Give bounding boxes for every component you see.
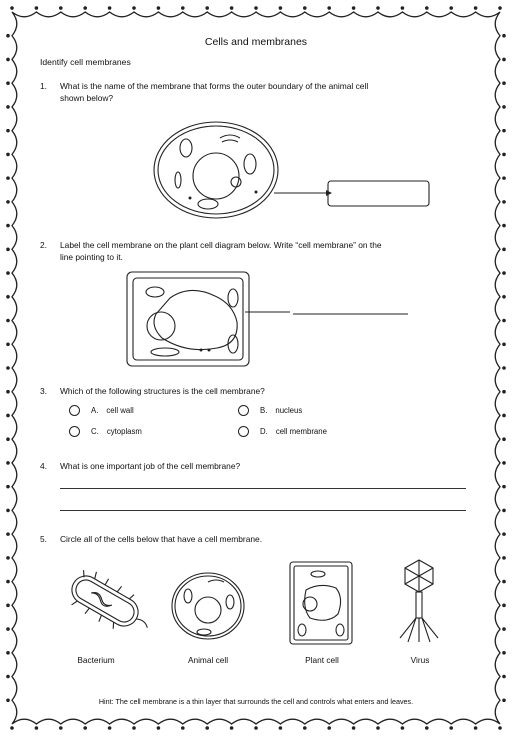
option-radio[interactable] [238,426,249,437]
hint-text: Hint: The cell membrane is a thin layer that surrounds the cell and controls what enters and leaves. [98,697,414,706]
question-text: What is the name of the membrane that forms the outer boundary of the animal cell shown below? [60,81,369,103]
question-number: 5. [40,534,47,544]
question-4 [0,460,512,474]
option-radio[interactable] [238,405,249,416]
cell-caption: Virus [410,655,430,665]
option-radio[interactable] [69,426,80,437]
option-d[interactable] [238,426,327,437]
page-title: Cells and membranes [204,36,308,48]
page-subtitle: Identify cell membranes [40,57,131,67]
question-number: 2. [40,240,47,250]
option-c[interactable] [69,426,142,437]
question-number: 4. [40,461,47,471]
question-number: 1. [40,81,47,91]
question-text: What is one important job of the cell membrane? [60,461,241,471]
question-number: 3. [40,386,47,396]
virus-icon[interactable] [396,558,442,644]
cell-caption: Animal cell [187,655,229,665]
answer-line[interactable] [60,488,466,489]
cell-caption: Bacterium [77,655,115,665]
option-letter: C. [91,427,99,436]
question-3 [0,385,512,399]
bacterium-icon[interactable] [55,565,155,637]
option-letter: B. [260,406,268,415]
answer-line[interactable] [60,510,466,511]
option-label: cell wall [106,406,134,415]
plant-cell-diagram [125,270,415,370]
option-a[interactable] [69,405,134,416]
option-letter: D. [260,427,268,436]
cell-caption: Plant cell [305,655,339,665]
animal-cell-diagram [150,118,440,228]
question-2 [0,239,512,265]
question-5 [0,533,512,547]
option-label: cytoplasm [106,427,142,436]
option-label: cell membrane [275,427,327,436]
plant-cell-icon[interactable] [288,560,354,646]
question-text: Which of the following structures is the cell membrane? [60,386,265,396]
option-letter: A. [91,406,99,415]
option-b[interactable] [238,405,302,416]
option-radio[interactable] [69,405,80,416]
question-text: Circle all of the cells below that have a cell membrane. [60,534,263,544]
animal-cell-icon[interactable] [168,570,248,642]
question-text: Label the cell membrane on the plant cell diagram below. Write “cell membrane” on the line pointing to it. [60,240,382,262]
option-label: nucleus [275,406,303,415]
question-1 [0,80,512,106]
